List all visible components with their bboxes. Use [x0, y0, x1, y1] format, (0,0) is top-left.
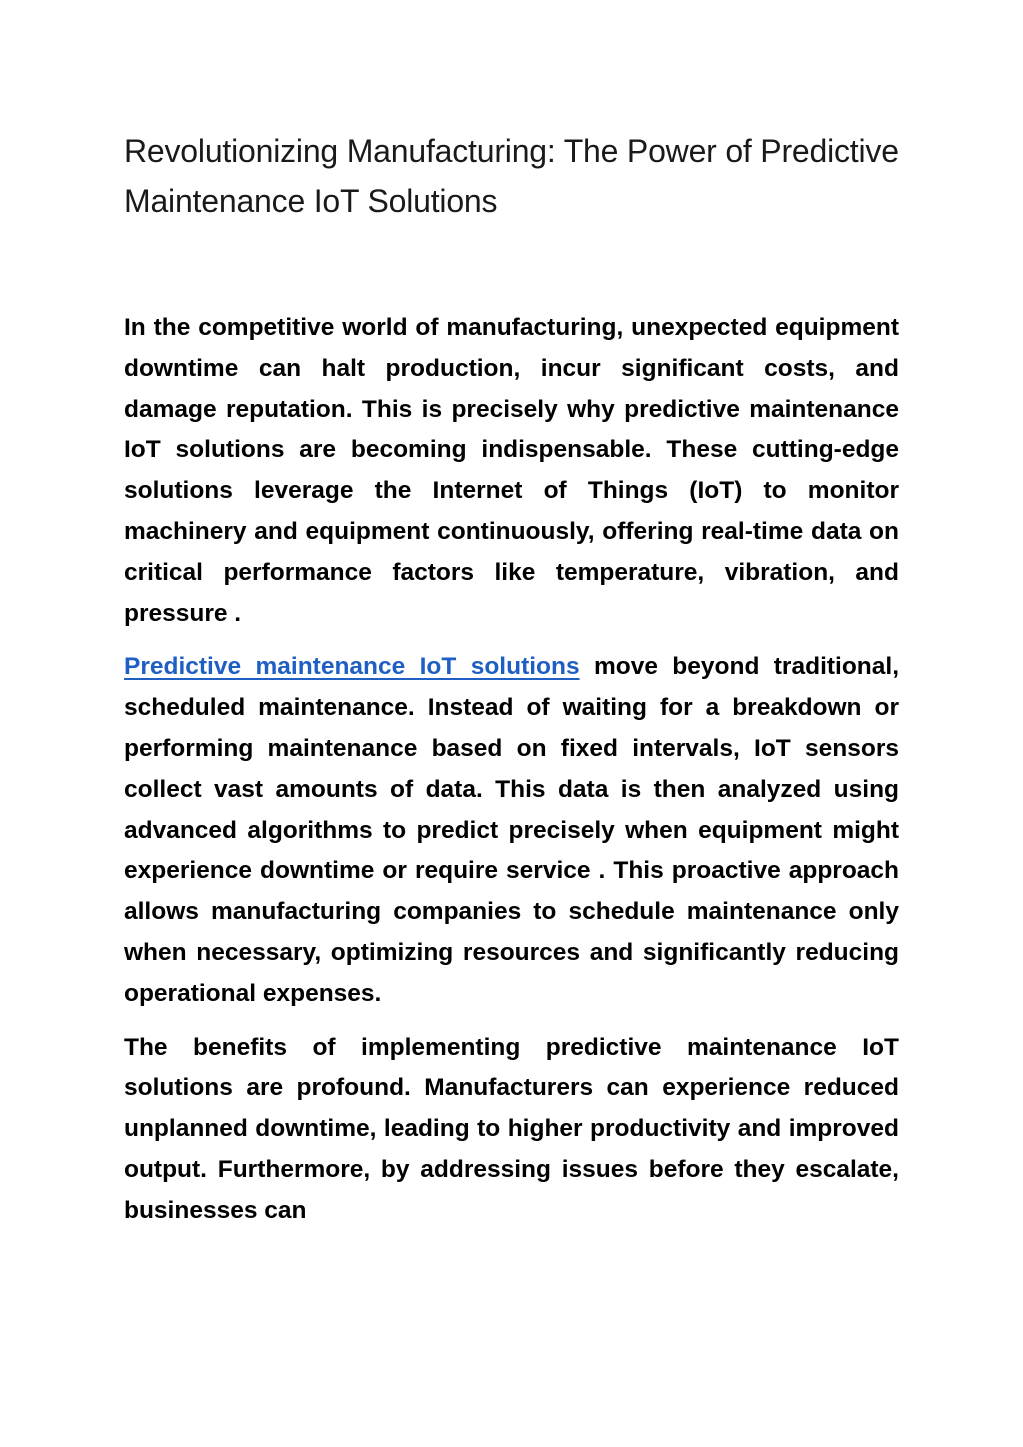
paragraph-intro: In the competitive world of manufacturing, unexpected equipment downtime can halt production, incur significant costs, and damage reputation. This is precisely why predictive maintenance IoT solutions are becoming indispensable. These cutting-edge solutions leverage the Internet of Things (IoT) to monitor machinery and equipment continuously, offering real-time data on critical performance factors like temperature, vibration, and pressure .	[124, 314, 899, 627]
document-body	[124, 308, 899, 1232]
document-title: Revolutionizing Manufacturing: The Power of Predictive Maintenance IoT Solutions	[124, 133, 899, 219]
paragraph-benefits: The benefits of implementing predictive maintenance IoT solutions are profound. Manufacturers can experience reduced unplanned downtime, leading to higher productivity and improved output. Furthermore, by addressing issues before they escalate, businesses can	[124, 1033, 899, 1224]
paragraph-predictive-maintenance	[124, 647, 899, 1014]
predictive-maintenance-link[interactable]: Predictive maintenance IoT solutions	[124, 653, 580, 681]
document-content	[124, 126, 899, 1245]
paragraph-predictive-maintenance-text: move beyond traditional, scheduled maintenance. Instead of waiting for a breakdown or performing maintenance based on fixed intervals, IoT sensors collect vast amounts of data. This data is then analyzed using advanced algorithms to predict precisely when equipment might experience downtime or require service . This proactive approach allows manufacturing companies to schedule maintenance only when necessary, optimizing resources and significantly reducing operational expenses.	[124, 653, 900, 1007]
